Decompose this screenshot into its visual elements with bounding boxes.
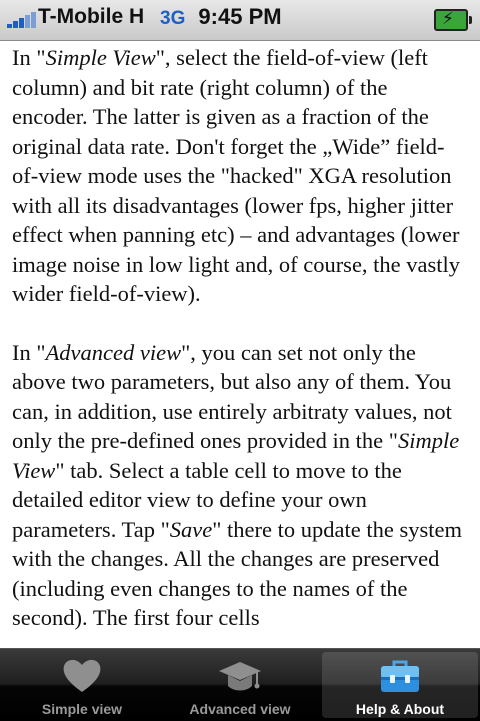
- tab-label: Help & About: [355, 701, 445, 717]
- battery-icon: [434, 9, 468, 31]
- graduation-cap-icon: [218, 656, 262, 696]
- text-run: In ": [12, 339, 46, 365]
- text-run: ", select the field-of-view (left column) and bit rate (right column) of the encoder. The latter is given as a fraction of the original data rate. Don't forget the „Wide” field-of-view mode uses the "hacked" XGA resolution with all its disadvantages (lower fps, higher jitter effect when panning etc) – and advantages (lower image noise in low light and, of course, the vastly wider field-of-view).: [12, 45, 461, 306]
- status-bar: [0, 0, 480, 41]
- toolbox-icon: [378, 656, 422, 696]
- charging-bolt-icon: ⚡: [442, 9, 454, 28]
- text-run: In ": [12, 45, 46, 70]
- tab-simple-view[interactable]: [4, 652, 160, 718]
- carrier-name: T-Mobile H: [38, 5, 145, 28]
- clock: 9:45 PM: [198, 4, 282, 29]
- tab-label: Advanced view: [189, 701, 291, 717]
- text-run-italic: Save: [169, 516, 213, 542]
- text-run: " there to update the system with the changes. All the changes are preserved (including even changes to the names of the second). The first four cells: [12, 516, 462, 630]
- tab-advanced-view[interactable]: [162, 652, 318, 718]
- help-paragraph-advanced-view: [0, 338, 480, 633]
- tab-help-about[interactable]: [322, 652, 478, 718]
- heart-icon: [60, 656, 104, 696]
- text-run-italic: Simple View: [12, 428, 460, 483]
- tab-bar: [0, 648, 480, 721]
- text-run-italic: Advanced view: [45, 339, 182, 365]
- text-run: ", you can set not only the above two parameters, but also any of them. You can, in addition, use entirely arbitraty values, not only the pre-defined ones provided in the ": [12, 339, 452, 453]
- network-type: 3G: [160, 8, 186, 29]
- help-text-view[interactable]: [0, 40, 480, 648]
- text-run-italic: Simple View: [45, 45, 156, 70]
- help-paragraph-simple-view: [0, 40, 480, 309]
- text-run: " tab. Select a table cell to move to the detailed editor view to define your own parameters. Tap ": [12, 457, 402, 542]
- tab-label: Simple view: [41, 701, 123, 717]
